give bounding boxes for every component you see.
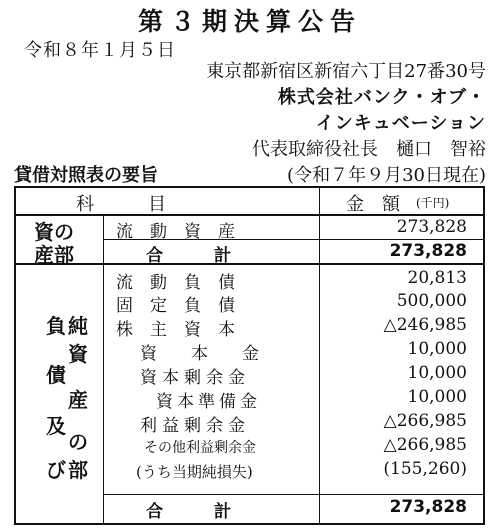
liab-section-right-1: 純 — [68, 314, 88, 338]
assets-section-divider — [16, 263, 483, 265]
liabilities-total-divider — [104, 494, 483, 495]
balance-sheet-title: 貸借対照表の要旨 — [14, 165, 158, 186]
item-current-assets: 流 動 資 産 — [116, 222, 235, 242]
value-retained-earnings: △266,985 — [383, 411, 467, 431]
value-liabilities-total: 273,828 — [389, 497, 467, 517]
item-capital-reserve: 資本準備金 — [156, 392, 261, 412]
value-capital-stock: 10,000 — [407, 339, 467, 359]
liab-section-left-1: 負 — [46, 314, 66, 338]
company-address: 東京都新宿区新宿六丁目27番30号 — [206, 61, 486, 82]
item-current-liabilities: 流 動 負 債 — [116, 273, 235, 293]
balance-sheet-table — [14, 186, 485, 525]
liab-section-right-4: の — [68, 430, 88, 454]
liab-section-left-3: 及 — [46, 414, 66, 438]
item-capital-stock: 資 本 金 — [140, 344, 259, 364]
company-name-line-2: インキュベーション — [315, 113, 486, 134]
notice-title: 第３期決算公告 — [137, 7, 362, 36]
item-fixed-liabilities: 固 定 負 債 — [116, 296, 235, 316]
item-liabilities-total: 合 計 — [146, 502, 231, 522]
assets-section-label-2: 産部 — [34, 243, 74, 267]
publication-date: 令和８年１月５日 — [24, 40, 176, 61]
assets-section-label-1: 資の — [34, 220, 74, 244]
liab-section-left-2: 債 — [46, 363, 66, 387]
liab-section-right-3: 産 — [68, 388, 88, 412]
section-column-divider — [103, 214, 104, 523]
company-name-line-1: 株式会社バンク・オブ・ — [277, 87, 486, 108]
item-other-retained-earnings: その他利益剰余金 — [144, 440, 256, 456]
value-assets-total: 273,828 — [389, 241, 467, 261]
item-capital-surplus: 資本剰余金 — [140, 368, 250, 388]
liab-section-right-2: 資 — [68, 342, 88, 366]
value-other-retained-earnings: △266,985 — [383, 435, 467, 455]
column-header-item: 科 目 — [76, 194, 166, 215]
item-net-loss: (うち当期純損失) — [136, 463, 253, 481]
item-assets-total: 合 計 — [146, 246, 231, 266]
value-shareholders-equity: △246,985 — [383, 315, 467, 335]
column-header-unit: (千円) — [416, 196, 450, 210]
item-retained-earnings: 利益剰余金 — [140, 416, 250, 436]
liab-section-right-5: 部 — [68, 458, 88, 482]
balance-sheet-date: (令和７年９月30日現在) — [287, 165, 486, 186]
liab-section-left-4: び — [46, 458, 66, 482]
representative: 代表取締役社長 樋口 智裕 — [252, 139, 486, 160]
value-current-liabilities: 20,813 — [407, 268, 467, 288]
item-shareholders-equity: 株 主 資 本 — [116, 320, 235, 340]
value-capital-surplus: 10,000 — [407, 363, 467, 383]
value-current-assets: 273,828 — [396, 217, 467, 237]
column-header-amount: 金 額 — [346, 194, 400, 215]
value-fixed-liabilities: 500,000 — [396, 291, 467, 311]
amount-column-divider — [319, 188, 320, 523]
value-capital-reserve: 10,000 — [407, 387, 467, 407]
value-net-loss: (155,260) — [383, 459, 467, 479]
